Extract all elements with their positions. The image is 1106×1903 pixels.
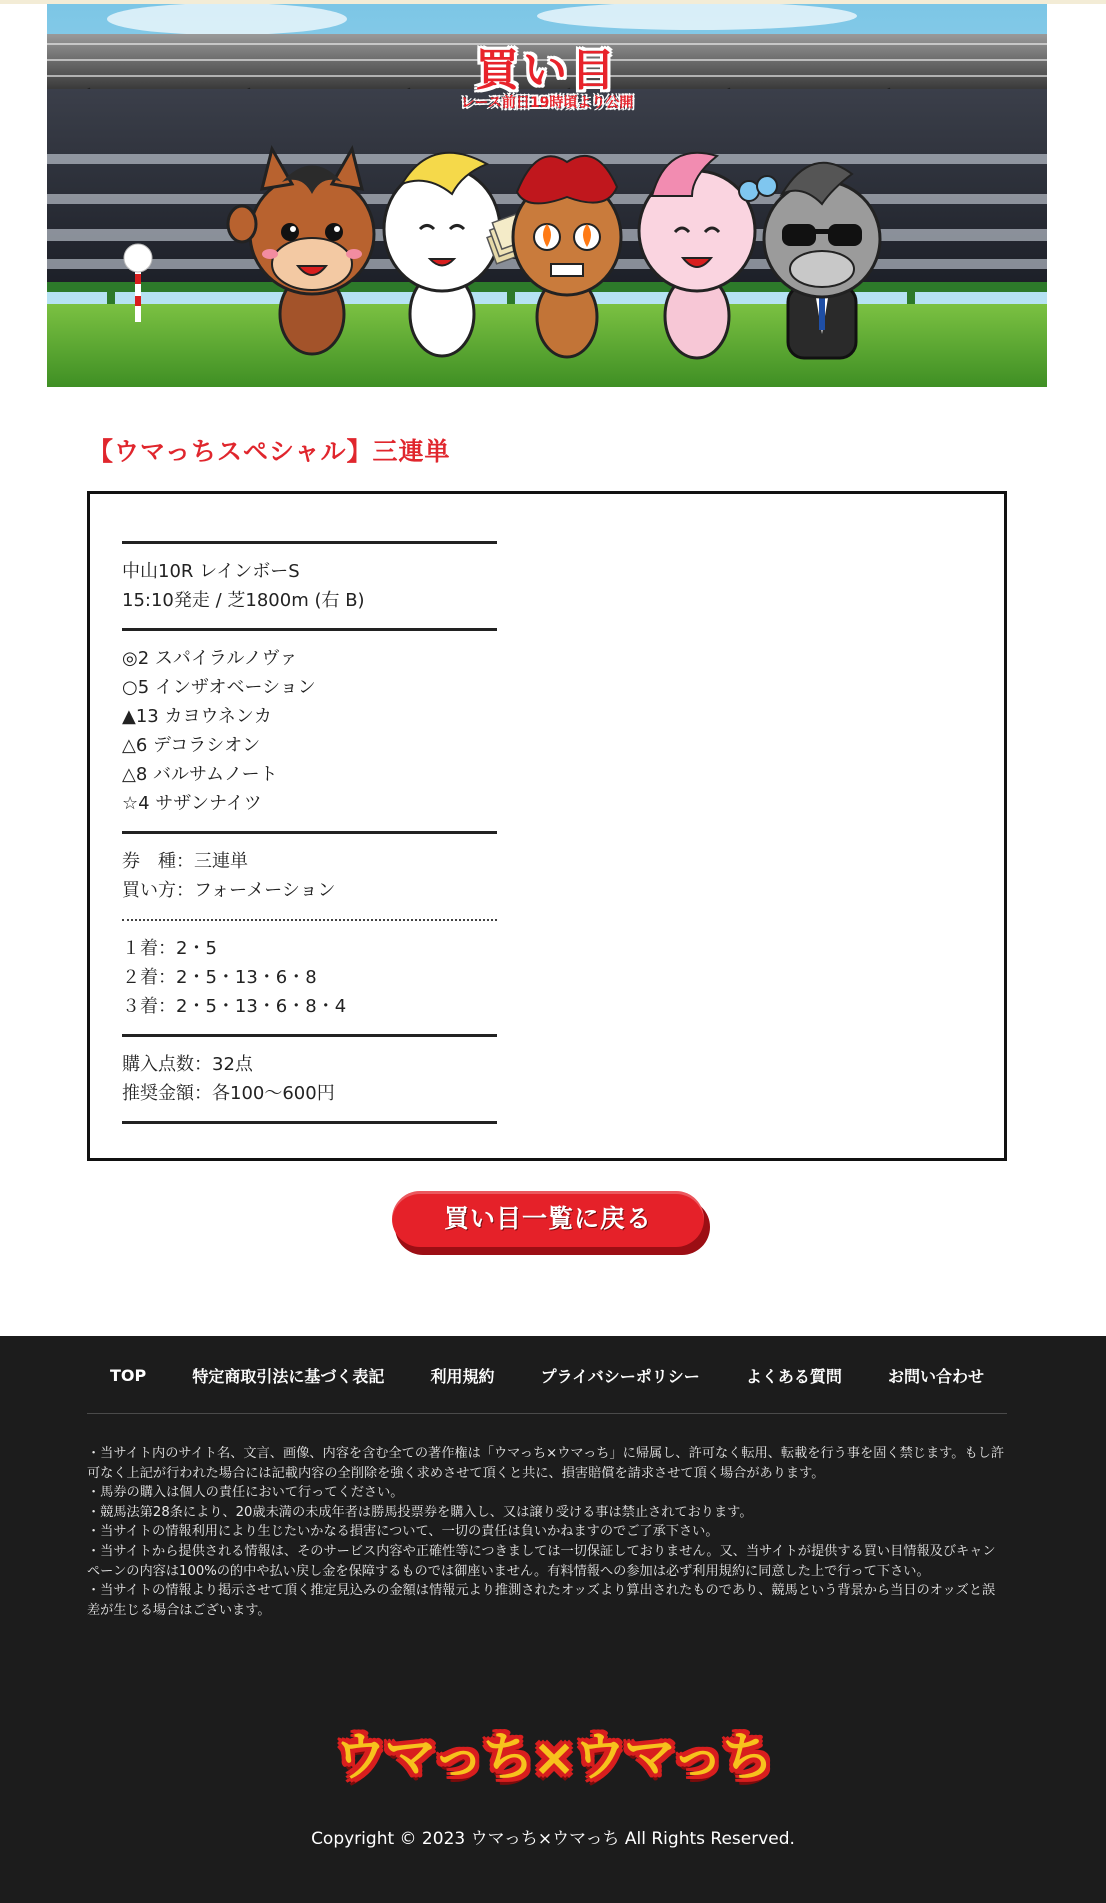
bet-method: 買い方：フォーメーション: [122, 880, 336, 901]
footer-link-faq[interactable]: よくある質問: [745, 1366, 842, 1386]
pick-heading: 【ウマっちスペシャル】三連単: [88, 437, 451, 466]
footer-link-tokusho[interactable]: 特定商取引法に基づく表記: [192, 1366, 385, 1386]
divider: [122, 818, 502, 847]
horse-mark-3: ▲13 カヨウネンカ: [122, 706, 272, 727]
race-info: 15:10発走 / 芝1800m (右 B): [122, 590, 365, 611]
back-to-list-button[interactable]: [392, 1191, 710, 1255]
disclaimer-accuracy: ・当サイトから提供される情報は、そのサービス内容や正確性等につきましては一切保証しておりません。又、当サイトが提供する買い目情報及びキャンペーンの内容は100%の的中や払い戻し金を保障するものでは御座いません。有料情報への参加は必ず利用規約に同意した上で行って下さい。: [87, 1543, 996, 1579]
divider: [122, 528, 502, 557]
dotted-divider: [122, 905, 502, 934]
divider: [122, 1108, 502, 1137]
copyright: Copyright © 2023 ウマっち×ウマっち All Rights Reserved.: [311, 1829, 795, 1849]
hero-subtitle: レース前日19時頃より公開: [460, 95, 634, 111]
footer-nav: [87, 1336, 1007, 1414]
footer-link-privacy[interactable]: プライバシーポリシー: [540, 1366, 700, 1386]
ticket-type: 券 種：三連単: [122, 851, 248, 872]
position-3rd: ３着：2・5・13・6・8・4: [122, 996, 347, 1017]
race-name: 中山10R レインボーS: [122, 561, 300, 582]
horse-mark-1: ◎2 スパイラルノヴァ: [122, 648, 298, 669]
disclaimer-damages: ・当サイトの情報利用により生じたいかなる損害について、一切の責任は負いかねますのでご了承下さい。: [87, 1524, 719, 1540]
position-1st: １着：2・5: [122, 938, 217, 959]
footer-divider: [87, 1413, 1007, 1414]
pick-detail-box: [87, 491, 1007, 1161]
horse-mark-2: ○5 インザオベーション: [122, 677, 316, 698]
back-to-list-label: 買い目一覧に戻る: [443, 1204, 652, 1233]
disclaimer-age: ・競馬法第28条により、20歳未満の未成年者は勝馬投票券を購入し、又は譲り受ける事は禁止されております。: [87, 1504, 753, 1520]
footer-link-top[interactable]: TOP: [110, 1365, 147, 1385]
horse-mark-6: ☆4 サザンナイツ: [122, 793, 262, 814]
disclaimer-responsibility: ・馬券の購入は個人の責任において行ってください。: [87, 1485, 404, 1501]
pick-content: [122, 528, 502, 1137]
footer-link-terms[interactable]: 利用規約: [430, 1366, 495, 1386]
footer-disclaimer: [87, 1444, 1007, 1620]
hero-title: 買い目: [475, 45, 619, 96]
divider: [122, 615, 502, 644]
disclaimer-copyright: ・当サイト内のサイト名、文言、画像、内容を含む全ての著作権は「ウマっち×ウマっち」に帰属し、許可なく転用、転載を行う事を固く禁じます。もし許可なく上記が行われた場合には記載内容の全削除を強く求めさせて頂くと共に、損害賠償を請求させて頂く場合があります。: [87, 1446, 1005, 1481]
site-logo-text: ウマっち×ウマっち: [334, 1728, 772, 1788]
horse-mark-4: △6 デコラシオン: [122, 735, 261, 756]
site-logo[interactable]: [330, 1718, 776, 1798]
footer-link-contact[interactable]: お問い合わせ: [887, 1366, 984, 1386]
position-2nd: ２着：2・5・13・6・8: [122, 967, 317, 988]
hero-banner: [47, 4, 1047, 387]
divider: [122, 1021, 502, 1050]
disclaimer-odds: ・当サイトの情報より掲示させて頂く推定見込みの金額は情報元より推測されたオッズより算出されたものであり、競馬という背景から当日のオッズと誤差が生じる場合はございます。: [87, 1583, 996, 1618]
horse-mark-5: △8 バルサムノート: [122, 764, 278, 785]
site-footer: [0, 1336, 1106, 1903]
purchase-points: 購入点数：32点: [122, 1054, 253, 1075]
recommended-amount: 推奨金額：各100〜600円: [122, 1083, 335, 1104]
